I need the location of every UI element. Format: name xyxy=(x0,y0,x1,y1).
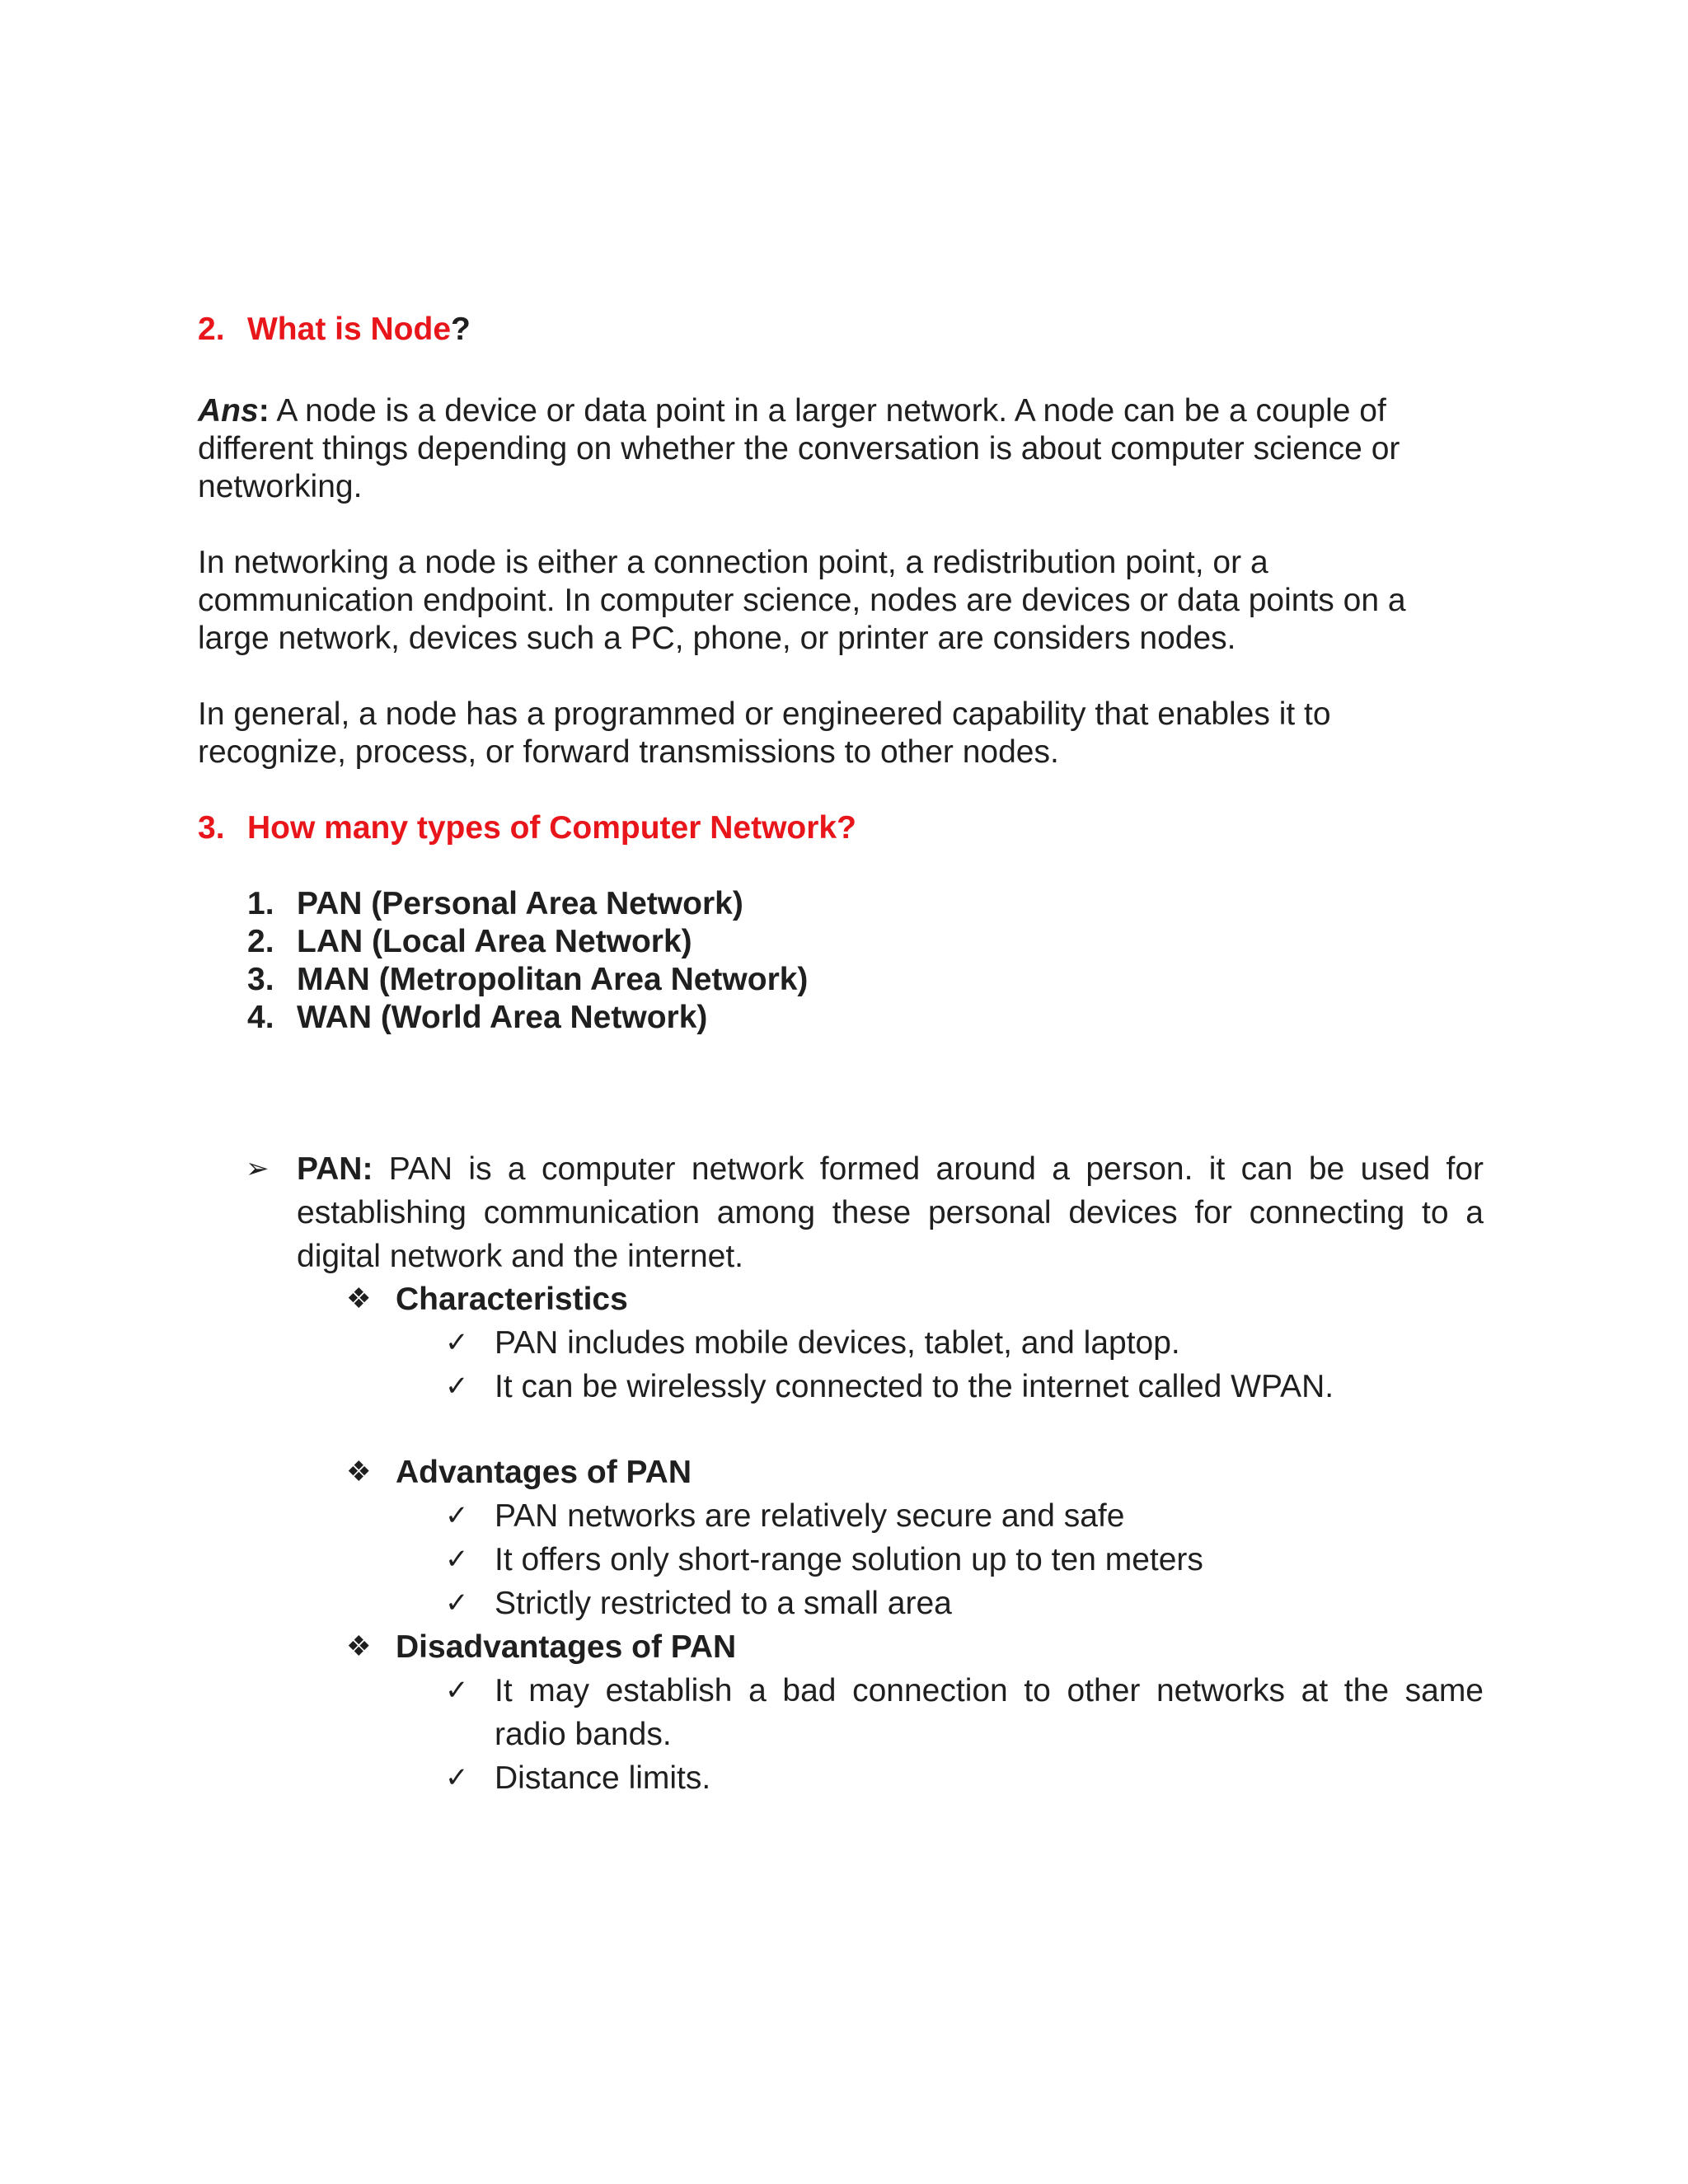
list-item-label: LAN (Local Area Network) xyxy=(297,924,692,959)
question-2-heading xyxy=(198,311,471,349)
question-3-heading xyxy=(198,809,856,847)
ans-colon: : xyxy=(258,393,270,429)
ans-label: Ans xyxy=(198,393,259,429)
list-item-number: 1. xyxy=(247,886,274,921)
check-icon: ✓ xyxy=(445,1544,469,1575)
list-item xyxy=(247,923,692,961)
advantages-heading: Advantages of PAN xyxy=(396,1455,692,1490)
question-2-number: 2. xyxy=(198,312,225,347)
question-2-suffix: ? xyxy=(451,312,471,347)
list-item: It may establish a bad connection to other networks at the same radio bands. xyxy=(495,1673,1484,1752)
general-paragraph: In general, a node has a programmed or engineered capability that enables it to recognize, process, or forward transmissions to other nodes. xyxy=(198,696,1331,770)
characteristics-heading: Characteristics xyxy=(396,1282,628,1317)
diamond-bullet-icon: ❖ xyxy=(346,1631,372,1662)
list-item: Strictly restricted to a small area xyxy=(495,1586,952,1621)
list-item: It can be wirelessly connected to the internet called WPAN. xyxy=(495,1369,1334,1404)
diamond-bullet-icon: ❖ xyxy=(346,1456,372,1488)
diamond-bullet-icon: ❖ xyxy=(346,1283,372,1315)
list-item-label: PAN (Personal Area Network) xyxy=(297,886,743,921)
list-item: Distance limits. xyxy=(495,1760,711,1796)
check-icon: ✓ xyxy=(445,1327,469,1358)
question-3-number: 3. xyxy=(198,810,225,846)
pan-label: PAN: xyxy=(297,1151,373,1187)
list-item xyxy=(247,999,707,1037)
check-icon: ✓ xyxy=(445,1371,469,1402)
list-item: PAN networks are relatively secure and safe xyxy=(495,1498,1125,1534)
pan-description xyxy=(297,1147,1484,1278)
answer-paragraph xyxy=(198,392,1484,506)
list-item: It offers only short-range solution up to ten meters xyxy=(495,1542,1203,1577)
check-icon: ✓ xyxy=(445,1500,469,1531)
list-item-label: WAN (World Area Network) xyxy=(297,1000,708,1035)
list-item xyxy=(247,961,808,999)
list-item-number: 4. xyxy=(247,1000,274,1035)
list-item-number: 3. xyxy=(247,962,274,997)
list-item xyxy=(247,885,743,923)
pan-text: PAN is a computer network formed around a person. it can be used for establishing communication among these personal devices for connecting to a digital network and the internet. xyxy=(297,1151,1484,1274)
list-item-number: 2. xyxy=(247,924,274,959)
check-icon: ✓ xyxy=(445,1587,469,1619)
check-icon: ✓ xyxy=(445,1762,469,1793)
question-3-title: How many types of Computer Network? xyxy=(247,810,856,846)
networking-paragraph: In networking a node is either a connection point, a redistribution point, or a communication endpoint. In computer science, nodes are devices or data points on a large network, devices such a PC, phone, or printer are considers nodes. xyxy=(198,545,1406,656)
list-item-label: MAN (Metropolitan Area Network) xyxy=(297,962,809,997)
check-icon: ✓ xyxy=(445,1675,469,1706)
list-item: PAN includes mobile devices, tablet, and laptop. xyxy=(495,1325,1180,1361)
question-2-title: What is Node xyxy=(247,312,452,347)
disadvantages-heading: Disadvantages of PAN xyxy=(396,1629,737,1665)
ans-text: A node is a device or data point in a larger network. A node can be a couple of different things depending on whether the conversation is about computer science or networking. xyxy=(198,393,1400,504)
arrow-bullet-icon: ➢ xyxy=(246,1153,270,1184)
